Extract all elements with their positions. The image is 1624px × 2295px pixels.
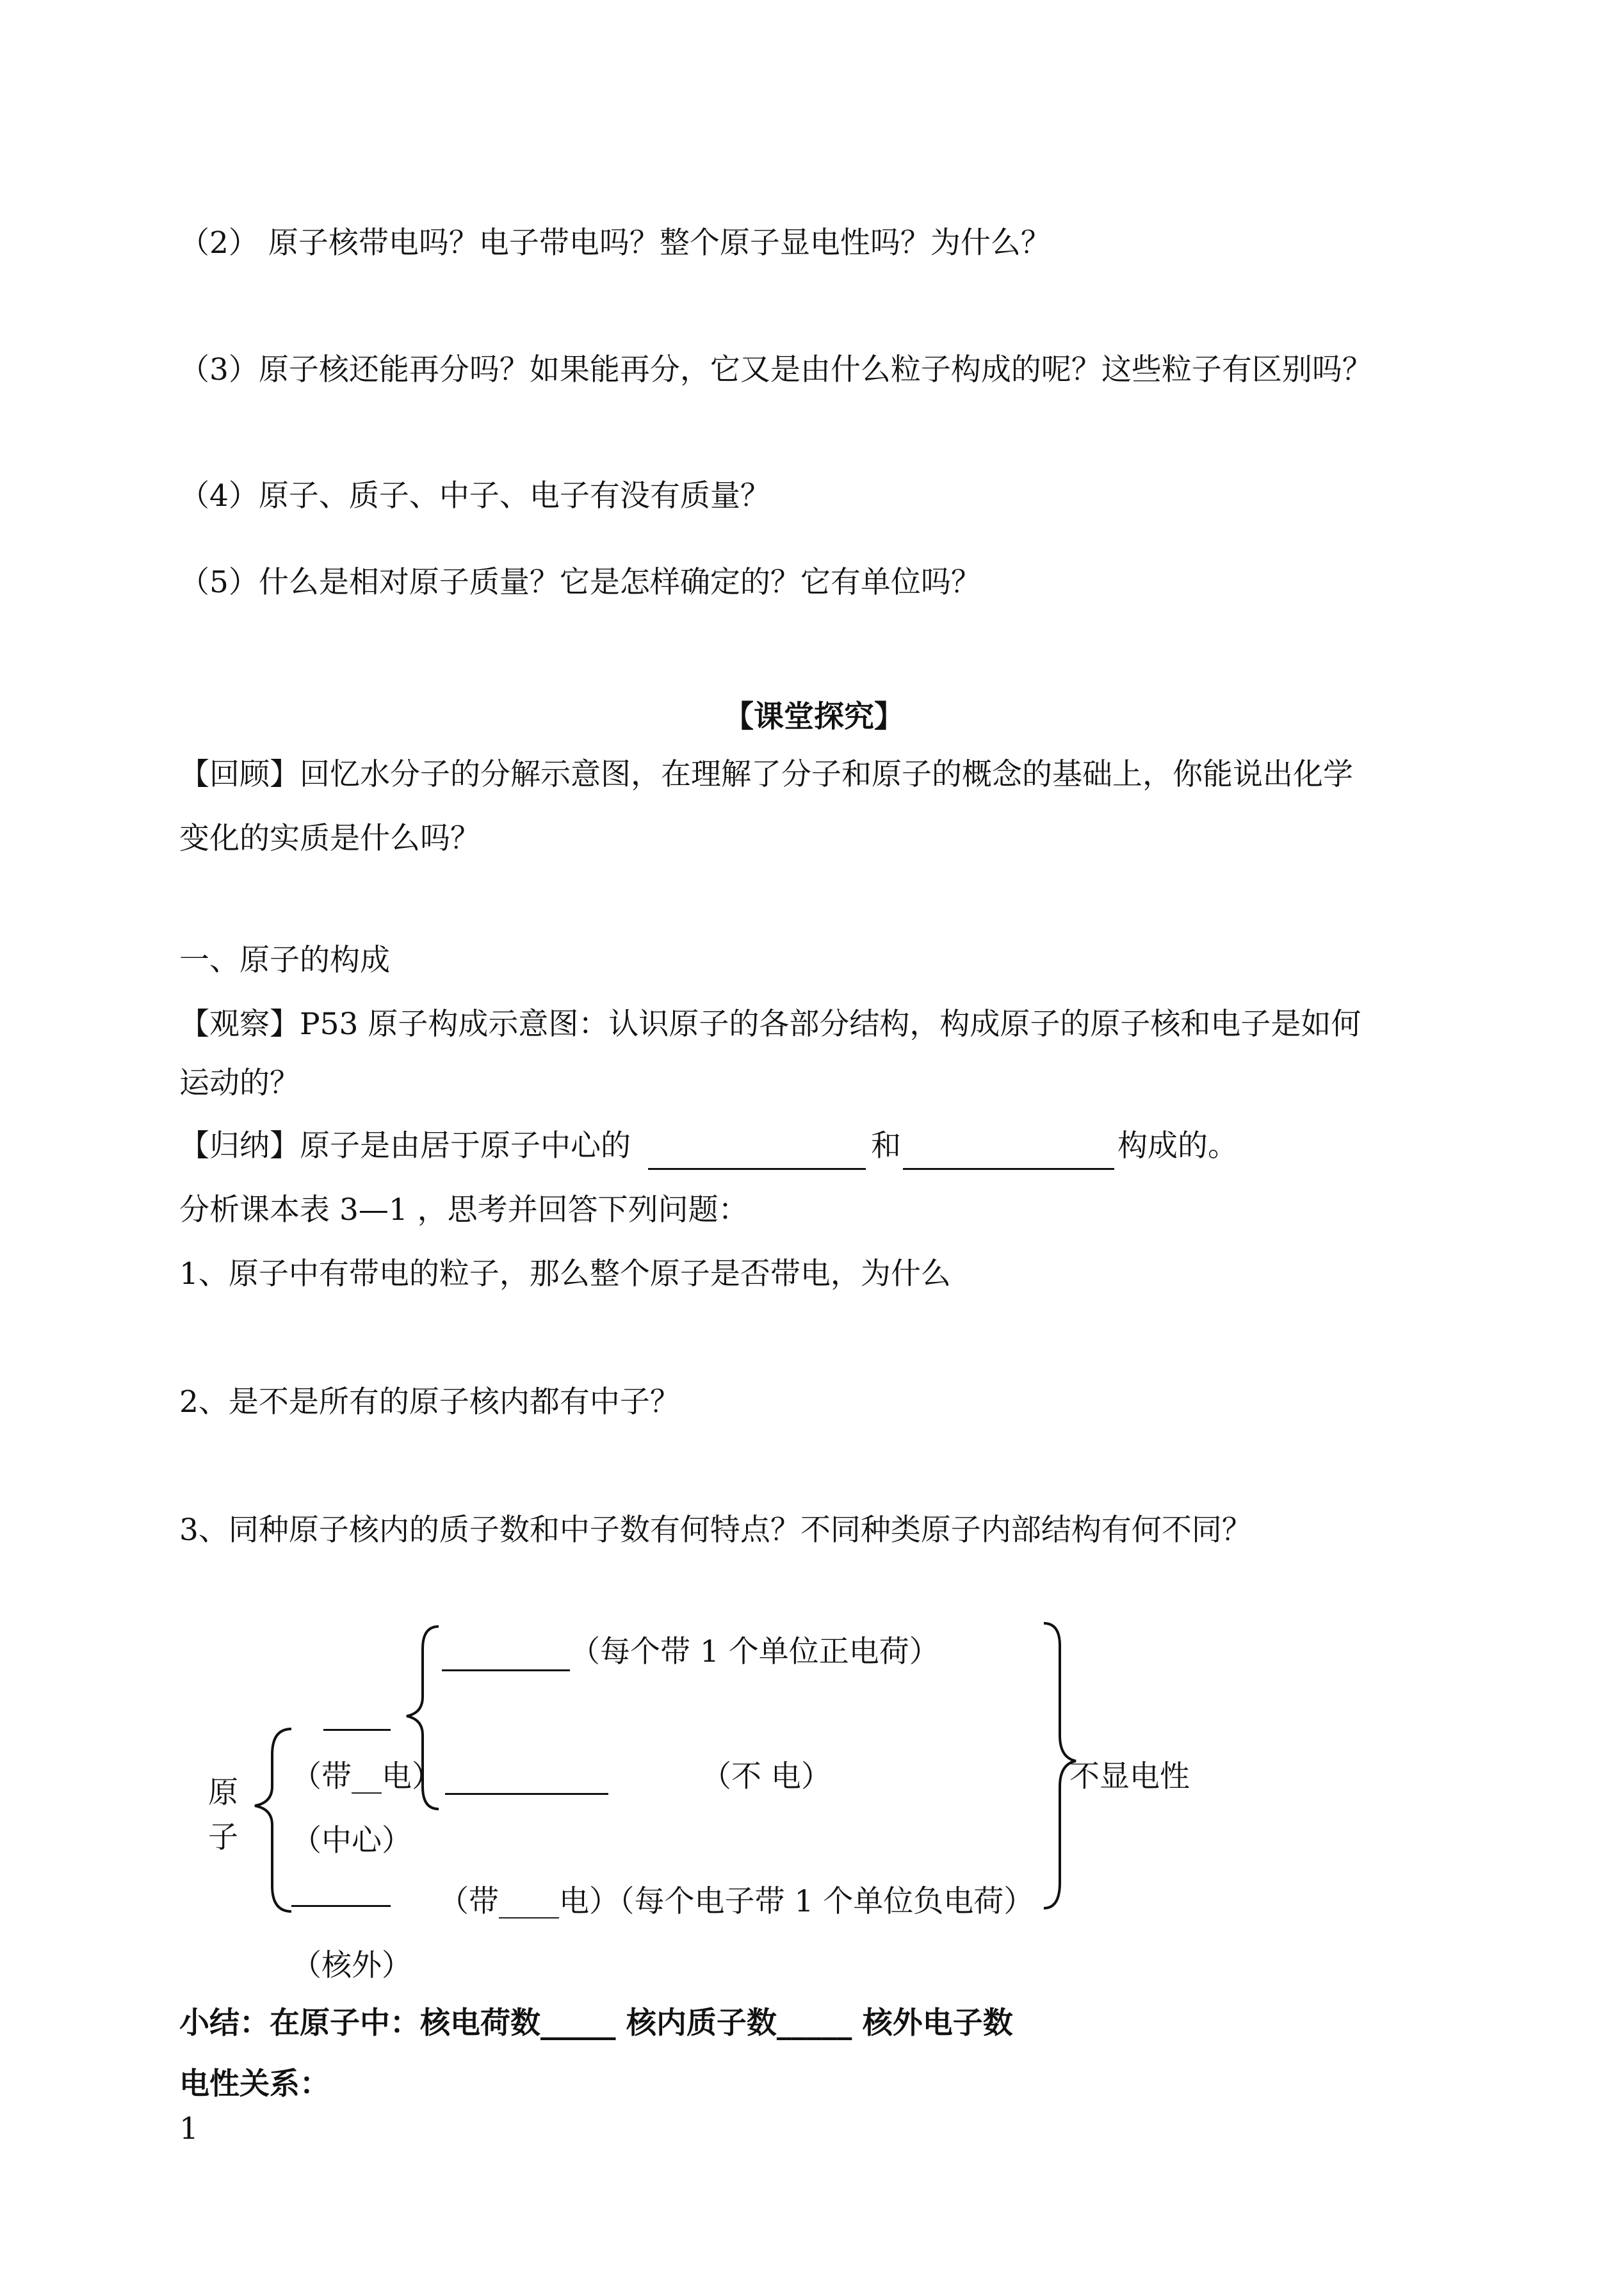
blank-proton [442,1669,570,1671]
summary-middle: 和 [871,1128,901,1164]
proton-note: （每个带 1 个单位正电荷） [570,1634,939,1669]
blank-electron-name [291,1905,391,1907]
question-3: （3）原子核还能再分吗？如果能再分，它又是由什么粒子构成的呢？这些粒子有区别吗？ [179,352,1372,387]
conclusion-line-2: 电性关系： [179,2066,330,2102]
observe-line-2: 运动的？ [179,1066,300,1101]
review-line-2: 变化的实质是什么吗？ [179,821,480,856]
page-number: 1 [179,2111,199,2146]
part-1-title: 一、原子的构成 [179,943,390,978]
conclusion-line-1: 小结：在原子中：核电荷数_____ 核内质子数_____ 核外电子数 [179,2006,1013,2041]
electron-outside: （核外） [291,1948,412,1983]
question-4: （4）原子、质子、中子、电子有没有质量？ [179,478,770,514]
review-line-1: 【回顾】回忆水分子的分解示意图，在理解了分子和原子的概念的基础上，你能说出化学 [179,757,1353,792]
atom-char-1: 原 [208,1775,238,1810]
nucleus-center: （中心） [291,1823,412,1858]
question-2: （2） 原子核带电吗？电子带电吗？整个原子显电性吗？为什么？ [179,225,1051,261]
neutral-label: 不显电性 [1069,1759,1190,1794]
electron-charge: （带____电）（每个电子带 1 个单位负电荷） [439,1884,1034,1919]
blank-neutron [445,1793,608,1795]
atom-char-2: 子 [208,1820,238,1855]
nucleus-charge: （带__电） [291,1759,442,1794]
analysis-intro: 分析课本表 3—1 ，思考并回答下列问题： [179,1192,749,1228]
question-5: （5）什么是相对原子质量？它是怎样确定的？它有单位吗？ [179,565,981,600]
observe-line-1: 【观察】P53 原子构成示意图：认识原子的各部分结构，构成原子的原子核和电子是如何 [179,1007,1361,1042]
summary-prefix: 【归纳】原子是由居于原子中心的 [179,1128,631,1164]
summary-suffix: 构成的。 [1117,1128,1238,1164]
item-2: 2、是不是所有的原子核内都有中子？ [179,1384,680,1420]
section-title: 【课堂探究】 [724,699,904,734]
blank-nucleus-name [323,1729,391,1731]
item-3: 3、同种原子核内的质子数和中子数有何特点？不同种类原子内部结构有何不同？ [179,1512,1252,1548]
item-1: 1、原子中有带电的粒子，那么整个原子是否带电，为什么 [179,1256,951,1292]
neutron-note: （不 电） [701,1759,831,1794]
